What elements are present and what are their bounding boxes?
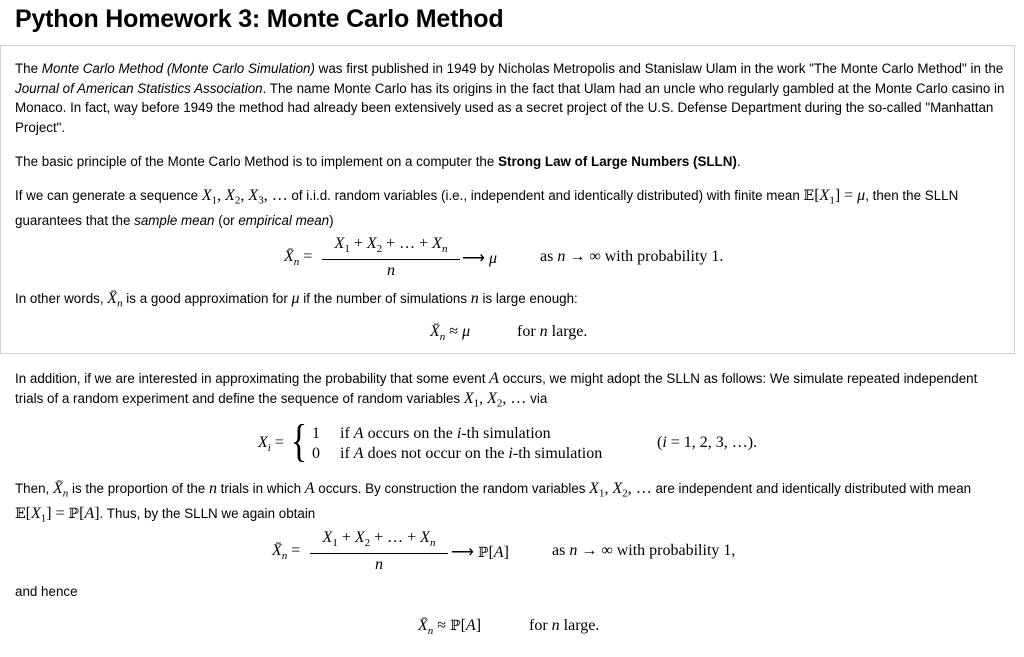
index-range: (i = 1, 2, 3, …). xyxy=(657,434,758,451)
case-row-1-text: if A occurs on the i-th simulation xyxy=(340,425,551,442)
converges-to-mu: ⟶ μ xyxy=(462,250,497,267)
cases-brace: { xyxy=(290,415,308,466)
case-row-2-text: if A does not occur on the i-th simulation xyxy=(340,445,603,462)
intro-paragraph: The Monte Carlo Method (Monte Carlo Simulation) was first published in 1949 by Nicholas Metropolis and Stanislaw Ulam in the work "The Monte Carlo Method" in the Journal of American Statistics Association. The name Monte Carlo has its origins in the fact that Ulam had an uncle who regularly gambled at the Monte Carlo casino in Monaco. In fact, way before 1949 the method had already been extensively used as a secret project of the U.S. Defense Department during the so-called "Manhattan Project". xyxy=(15,61,1005,135)
case-row-1: 1 xyxy=(312,425,320,442)
sequence-paragraph: If we can generate a sequence $X_1$, $X_2$, $X_3$, … of i.i.d. random variables (i.e., independent and identically distributed) with finite mean $𝔼[X_1] = \mu$, then the SLLN guarantees that the sample mean (or empirical mean) xyxy=(15,187,959,229)
case-row-2: 0 xyxy=(312,445,320,462)
principle-paragraph: The basic principle of the Monte Carlo Method is to implement on a computer the Strong Law of Large Numbers (SLLN). xyxy=(15,154,741,169)
limit-condition-2: as n → ∞ with probability 1, xyxy=(552,542,736,559)
hence-paragraph: and hence xyxy=(15,584,78,599)
fraction-sum-2: $\frac{X_1 + X_2 + \dots + X_n}{n}$ xyxy=(310,528,448,576)
fraction-sum: $\frac{X_1 + X_2 + \dots + X_n}{n}$ xyxy=(322,234,460,282)
for-n-large-1: for n large. xyxy=(517,323,588,340)
limit-condition: as n → ∞ with probability 1. xyxy=(540,248,724,265)
equation-sample-mean: $X̄_n$ = xyxy=(284,248,313,269)
equation-approx-prob: $X̄_n$ ≈ ℙ[A] xyxy=(418,617,482,638)
page-title: Python Homework 3: Monte Carlo Method xyxy=(15,5,504,33)
converges-to-prob: ⟶ ℙ[A] xyxy=(451,544,509,561)
equation-approx-mu: $X̄_n \approx \mu$ xyxy=(430,323,471,344)
addition-paragraph: In addition, if we are interested in approximating the probability that some event A occurs, we might adopt the SLLN as follows: We simulate repeated independent trials of a random experiment and define the sequence of random variables $X_1$, $X_2$, … via xyxy=(15,370,978,410)
equation-indicator-lhs: $X_i$ = xyxy=(258,434,284,455)
other-words-paragraph: In other words, $X̄_n$ is a good approximation for μ if the number of simulations n is large enough: xyxy=(15,290,578,310)
for-n-large-2: for n large. xyxy=(529,617,600,634)
then-paragraph: Then, $X̄_n$ is the proportion of the n trials in which A occurs. By construction the random variables $X_1$, $X_2$, … are independent and identically distributed with mean $𝔼[X_1]$ = ℙ[A]. Thus, by the SLLN we again obtain xyxy=(15,480,972,525)
equation-sample-mean-prob: $X̄_n$ = xyxy=(272,542,301,563)
